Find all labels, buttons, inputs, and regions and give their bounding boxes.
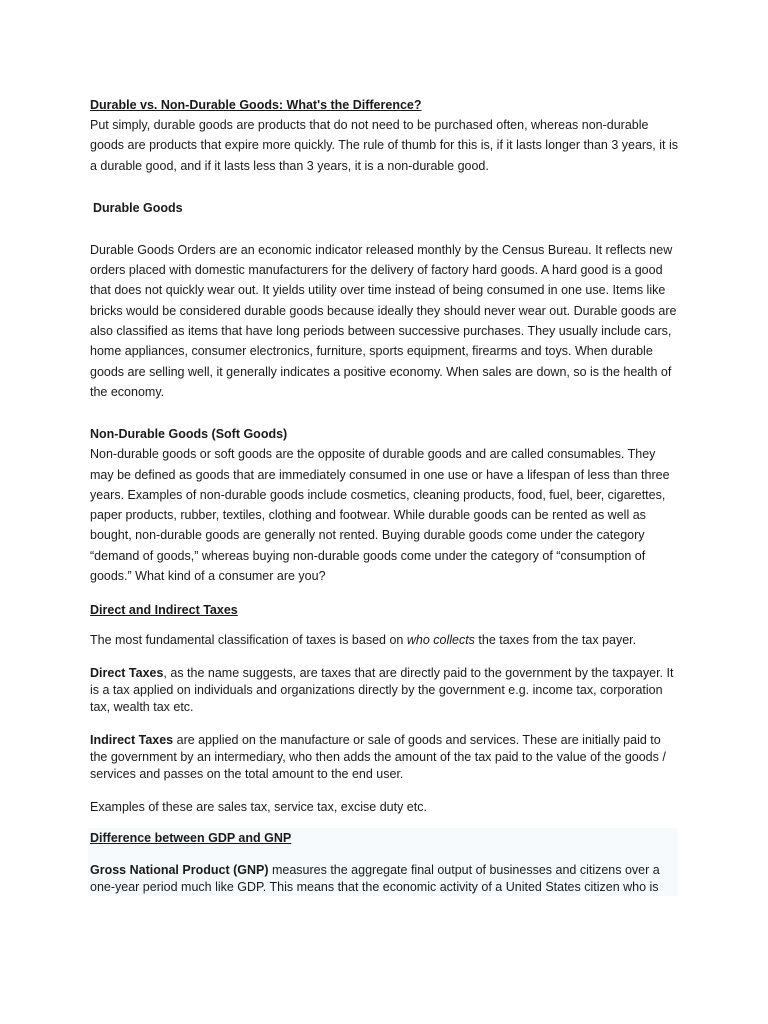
gnp-paragraph [90, 862, 678, 896]
gdp-gnp-heading: Difference between GDP and GNP [90, 831, 292, 846]
gdp-gnp-section [88, 828, 678, 896]
gnp-text: measures the aggregate final output of businesses and citizens over a one-year period much like GDP. This means that the economic activity of a United States citizen who is [90, 863, 660, 895]
indirect-taxes-paragraph [90, 732, 680, 783]
durable-goods-heading: Durable Goods [93, 200, 183, 215]
gnp-term: Gross National Product (GNP) [90, 863, 269, 878]
nondurable-goods-heading: Non-Durable Goods (Soft Goods) [90, 427, 288, 442]
document-title: Durable vs. Non-Durable Goods: What's the Difference? [90, 98, 422, 112]
direct-taxes-text: , as the name suggests, are taxes that are directly paid to the government by the taxpayer. It is a tax applied on individuals and organizations directly by the government e.g. income tax, corporation tax, wealth tax etc. [90, 666, 674, 715]
taxes-intro-text-2: the taxes from the tax payer. [474, 633, 637, 648]
taxes-intro-paragraph [90, 632, 680, 649]
taxes-heading: Direct and Indirect Taxes [90, 603, 238, 618]
intro-paragraph: Put simply, durable goods are products that do not need to be purchased often, whereas non-durable goods are products that expire more quickly. The rule of thumb for this is, if it lasts longer than 3 years, it is a durable good, and if it lasts less than 3 years, it is a non-durable good. [90, 118, 679, 173]
taxes-intro-text-1: The most fundamental classification of taxes is based on [90, 633, 407, 648]
direct-taxes-term: Direct Taxes [90, 666, 164, 681]
document-page [90, 95, 680, 896]
nondurable-goods-paragraph: Non-durable goods or soft goods are the opposite of durable goods and are called consumables. They may be defined as goods that are immediately consumed in one use or have a lifespan of less than three years. Examples of non-durable goods include cosmetics, cleaning products, food, fuel, beer, cigarettes, paper products, rubber, textiles, clothing and footwear. While durable goods can be rented as well as bought, non-durable goods are generally not rented. Buying durable goods come under the category “demand of goods,” whereas buying non-durable goods come under the category of “consumption of goods.” What kind of a consumer are you? [90, 447, 670, 584]
durable-goods-paragraph: Durable Goods Orders are an economic indicator released monthly by the Census Bureau. It reflects new orders placed with domestic manufacturers for the delivery of factory hard goods. A hard good is a good that does not quickly wear out. It yields utility over time instead of being consumed in one use. Items like bricks would be considered durable goods because ideally they should never wear out. Durable goods are also classified as items that have long periods between successive purchases. They usually include cars, home appliances, consumer electronics, furniture, sports equipment, firearms and toys. When durable goods are selling well, it generally indicates a positive economy. When sales are down, so is the health of the economy. [90, 242, 677, 399]
indirect-taxes-term: Indirect Taxes [90, 733, 174, 748]
direct-taxes-paragraph [90, 665, 680, 716]
tax-examples-paragraph: Examples of these are sales tax, service tax, excise duty etc. [90, 800, 427, 815]
taxes-intro-italic: who collects [406, 633, 475, 648]
indirect-taxes-text: are applied on the manufacture or sale of goods and services. These are initially paid to the government by an intermediary, who then adds the amount of the tax paid to the value of the goods / services and passes on the total amount to the end user. [90, 733, 666, 782]
